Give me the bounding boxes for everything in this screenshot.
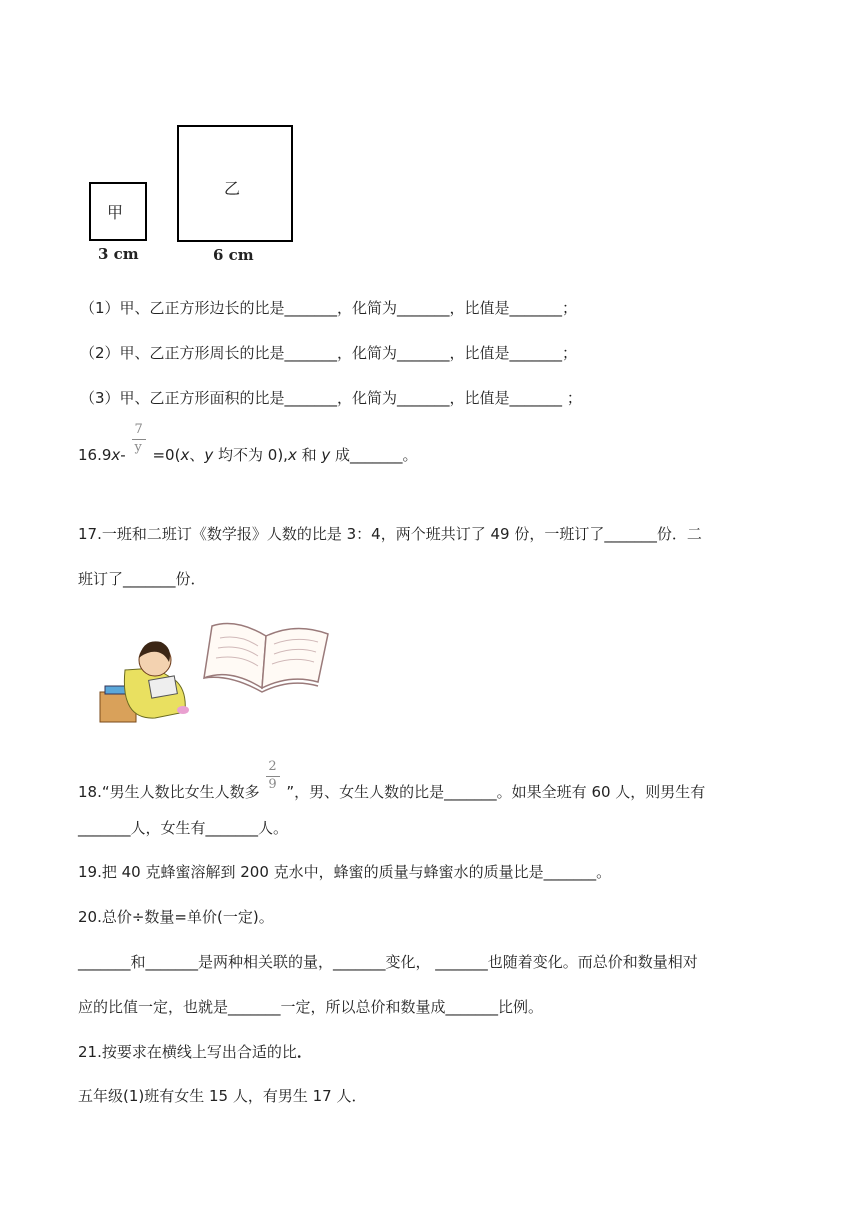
q16-mid: =0( [152,446,181,464]
q21-line-2: 五年级(1)班有女生 15 人，有男生 17 人． [78,1087,367,1105]
q18-line-1 [78,759,706,802]
square-a-dimension: 3 cm [98,245,139,263]
q16-minus: - [120,446,131,464]
square-a-label: 甲 [107,203,124,222]
q15-line-1: （1）甲、乙正方形边长的比是_______，化简为_______，比值是_______； [80,299,578,317]
q18-line-2: _______人，女生有_______人。 [78,819,289,837]
open-book-illustration [200,618,332,696]
q16-var-y2: y [321,446,331,464]
reading-child-illustration [95,630,200,730]
q21-text: 21.按要求在横线上写出合适的比 [78,1043,297,1061]
q17-line-2: 班订了_______份． [78,570,206,588]
q18-suffix: ”，男、女生人数的比是_______。如果全班有 60 人，则男生有 [286,783,706,801]
q18-frac-denominator: 9 [268,777,277,792]
q16-frac-numerator: 7 [134,422,143,437]
q16-fraction [130,422,152,460]
q21-dot: ． [296,1043,312,1061]
q18-fraction [264,759,286,797]
q16-var-x3: x [287,446,297,464]
q20-line-3: 应的比值一定，也就是_______一定，所以总价和数量成_______比例。 [78,998,544,1016]
q21-line-1 [78,1041,312,1062]
q16-var-x: x [111,446,121,464]
q16-mid2: 、 [189,446,205,464]
square-b-dimension: 6 cm [213,246,254,264]
q16-var-y: y [204,446,214,464]
square-b-label: 乙 [224,179,241,198]
q16-var-x2: x [180,446,190,464]
q20-line-1: 20.总价÷数量=单价(一定)。 [78,908,274,926]
q16-frac-denominator: y [134,440,142,455]
q16-mid4: 和 [296,446,322,464]
q19-line: 19.把 40 克蜂蜜溶解到 200 克水中，蜂蜜的质量与蜂蜜水的质量比是_______。 [78,863,612,881]
q15-line-2: （2）甲、乙正方形周长的比是_______，化简为_______，比值是_______； [80,344,578,362]
q20-line-2: _______和_______是两种相关联的量，_______变化， _______也随着变化。而总价和数量相对 [78,953,698,971]
q18-frac-numerator: 2 [268,759,277,774]
q15-line-3: （3）甲、乙正方形面积的比是_______，化简为_______，比值是_______ ； [80,389,582,407]
q16-line [78,422,418,465]
q16-prefix: 16.9 [78,446,112,464]
q16-suffix: 成_______。 [330,446,418,464]
q18-prefix: 18.“男生人数比女生人数多 [78,783,265,801]
q16-mid3: 均不为 0), [213,446,288,464]
q17-line-1: 17.一班和二班订《数学报》人数的比是 3：4，两个班共订了 49 份，一班订了_______份．二 [78,525,702,543]
